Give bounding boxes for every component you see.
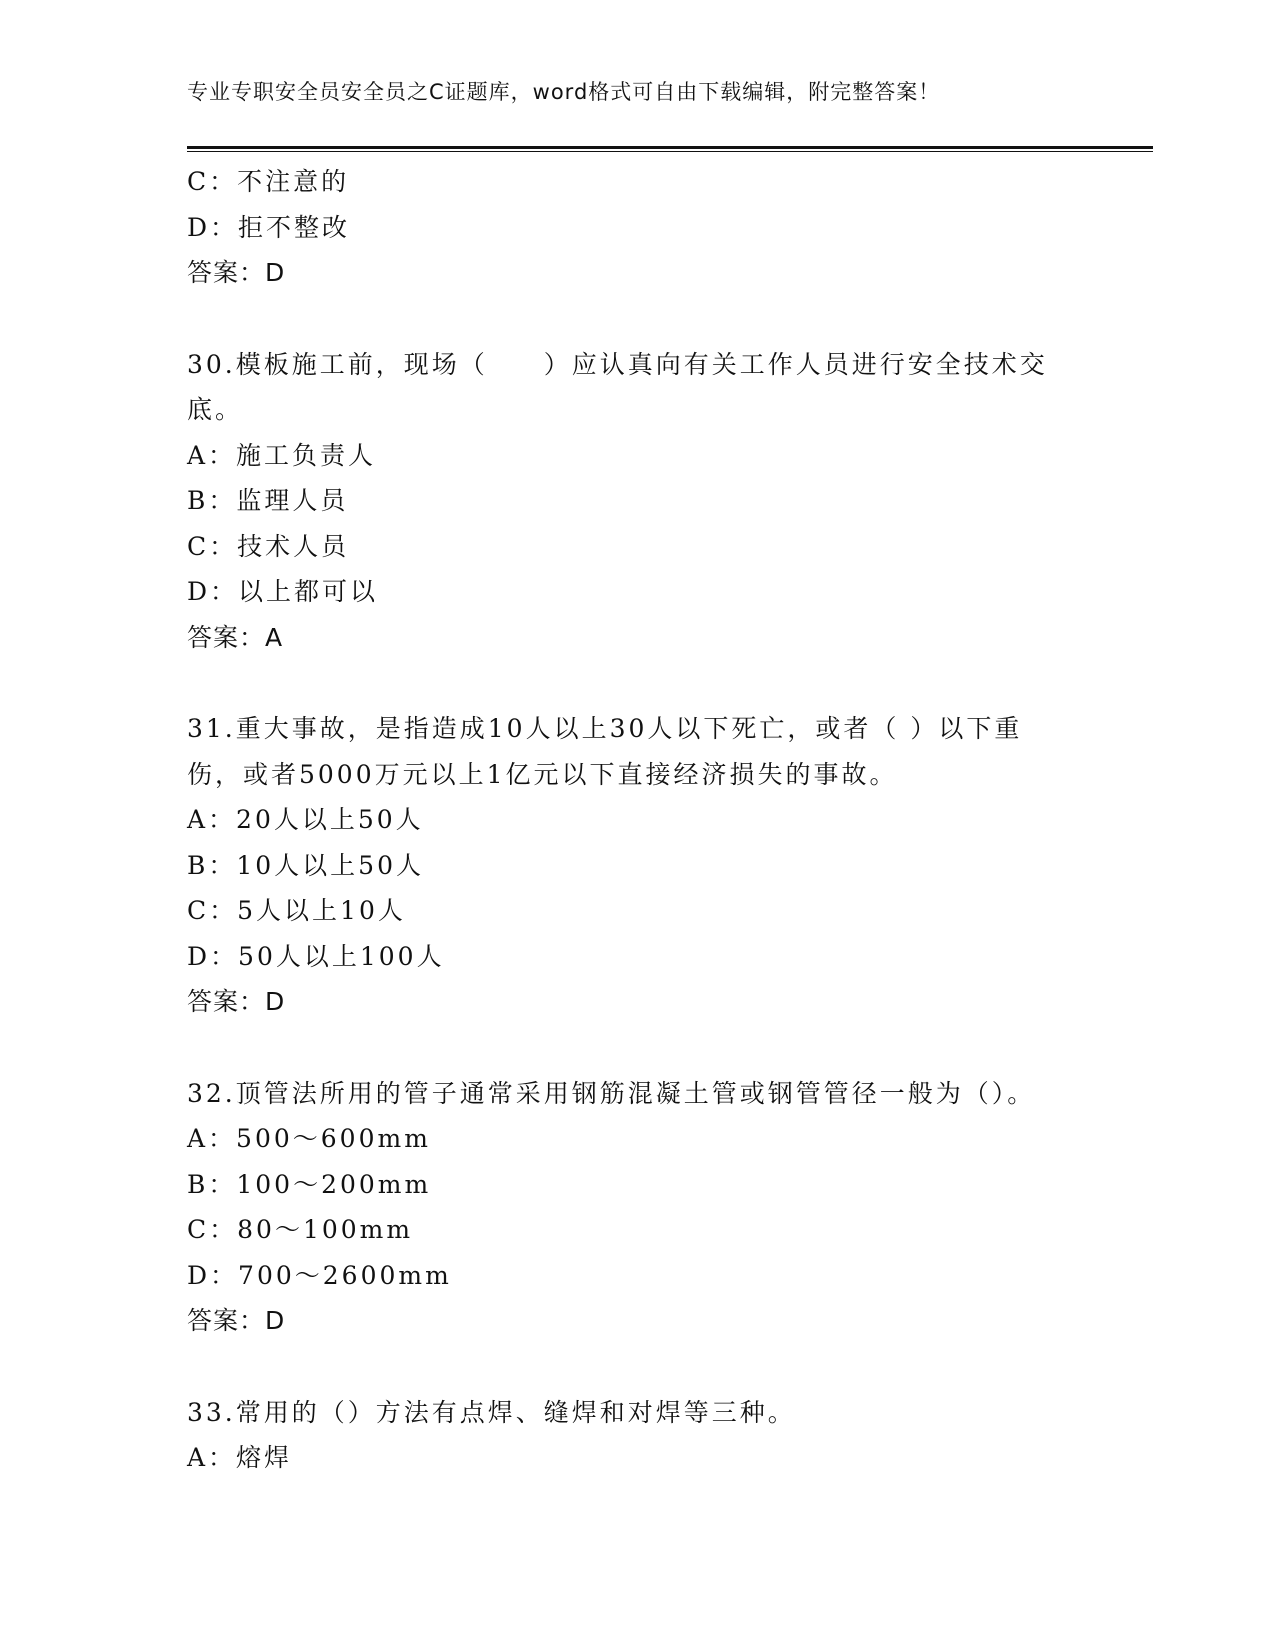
q32-option-c: C：80～100mm xyxy=(187,1215,414,1244)
q30-stem-line-1: 30.模板施工前，现场（ ）应认真向有关工作人员进行安全技术交 xyxy=(187,349,1048,379)
question-content xyxy=(187,159,1087,1481)
q30-option-b: B：监理人员 xyxy=(187,486,349,515)
spacer xyxy=(187,1025,1087,1071)
spacer xyxy=(187,1344,1087,1390)
q31-option-c: C：5人以上10人 xyxy=(187,896,406,925)
q29-option-c: C：不注意的 xyxy=(187,167,350,196)
q30-option-a: A：施工负责人 xyxy=(187,440,377,470)
q29-option-d: D：拒不整改 xyxy=(187,212,351,242)
q32-option-d: D：700～2600mm xyxy=(187,1260,452,1290)
q31-option-b: B：10人以上50人 xyxy=(187,850,424,880)
q30-answer: 答案：A xyxy=(187,622,284,652)
q31-stem-line-1: 31.重大事故，是指造成10人以上30人以下死亡，或者（ ）以下重 xyxy=(187,714,1023,743)
spacer xyxy=(187,296,1087,342)
q30-option-c: C：技术人员 xyxy=(187,531,350,561)
q32-option-b: B：100～200mm xyxy=(187,1169,432,1199)
q30-option-d: D：以上都可以 xyxy=(187,577,379,606)
q31-option-a: A：20人以上50人 xyxy=(187,805,424,834)
header-rule-thick xyxy=(187,146,1153,149)
q32-option-a: A：500～600mm xyxy=(187,1124,431,1153)
header-rule-thin xyxy=(187,151,1153,152)
q30-stem-line-2: 底。 xyxy=(187,395,244,424)
spacer xyxy=(187,660,1087,706)
q32-stem-line-1: 32.顶管法所用的管子通常采用钢筋混凝土管或钢管管径一般为（）。 xyxy=(187,1078,1036,1108)
q31-answer: 答案：D xyxy=(187,987,286,1016)
q32-answer: 答案：D xyxy=(187,1306,286,1335)
q29-answer: 答案：D xyxy=(187,258,286,287)
page-header: 专业专职安全员安全员之C证题库，word格式可自由下载编辑，附完整答案！ xyxy=(187,80,941,104)
q31-stem-line-2: 伤，或者5000万元以上1亿元以下直接经济损失的事故。 xyxy=(187,759,898,789)
q33-stem-line-1: 33.常用的（）方法有点焊、缝焊和对焊等三种。 xyxy=(187,1397,796,1427)
q33-option-a: A：熔焊 xyxy=(187,1443,293,1472)
q31-option-d: D：50人以上100人 xyxy=(187,941,445,971)
